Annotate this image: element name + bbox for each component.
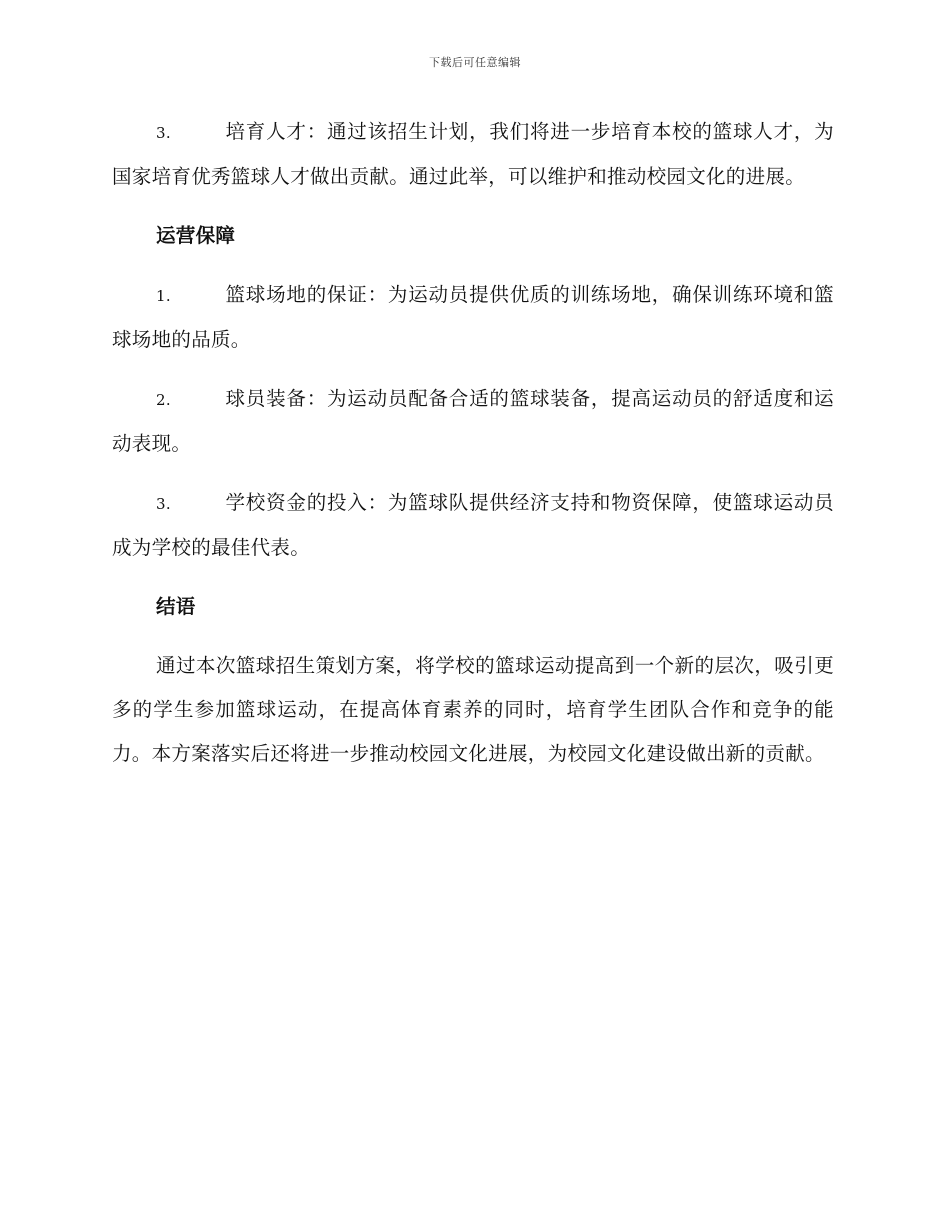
list-item-funding [112,481,834,570]
list-item-number: 1. [156,287,171,305]
list-item-venue [112,273,834,362]
list-item-text: 培育人才：通过该招生计划，我们将进一步培育本校的篮球人才，为国家培育优秀篮球人才做出贡献。通过此举，可以维护和推动校园文化的进展。 [112,120,834,188]
section-heading-conclusion: 结语 [156,595,196,618]
list-item-number: 2. [156,391,171,409]
list-item-number: 3. [156,495,171,513]
section-heading-operations: 运营保障 [156,224,236,247]
list-item-text: 球员装备：为运动员配备合适的篮球装备，提高运动员的舒适度和运动表现。 [112,387,834,455]
page-header: 下载后可任意编辑 [429,56,521,69]
document-body [112,110,834,791]
list-item-number: 3. [156,124,171,142]
conclusion-paragraph: 通过本次篮球招生策划方案，将学校的篮球运动提高到一个新的层次，吸引更多的学生参加篮球运动，在提高体育素养的同时，培育学生团队合作和竞争的能力。本方案落实后还将进一步推动校园文化进展，为校园文化建设做出新的贡献。 [112,654,834,765]
list-item-text: 篮球场地的保证：为运动员提供优质的训练场地，确保训练环境和篮球场地的品质。 [112,283,834,351]
list-item-equipment [112,377,834,466]
list-item-talent [112,110,834,199]
list-item-text: 学校资金的投入：为篮球队提供经济支持和物资保障，使篮球运动员成为学校的最佳代表。 [112,491,834,559]
